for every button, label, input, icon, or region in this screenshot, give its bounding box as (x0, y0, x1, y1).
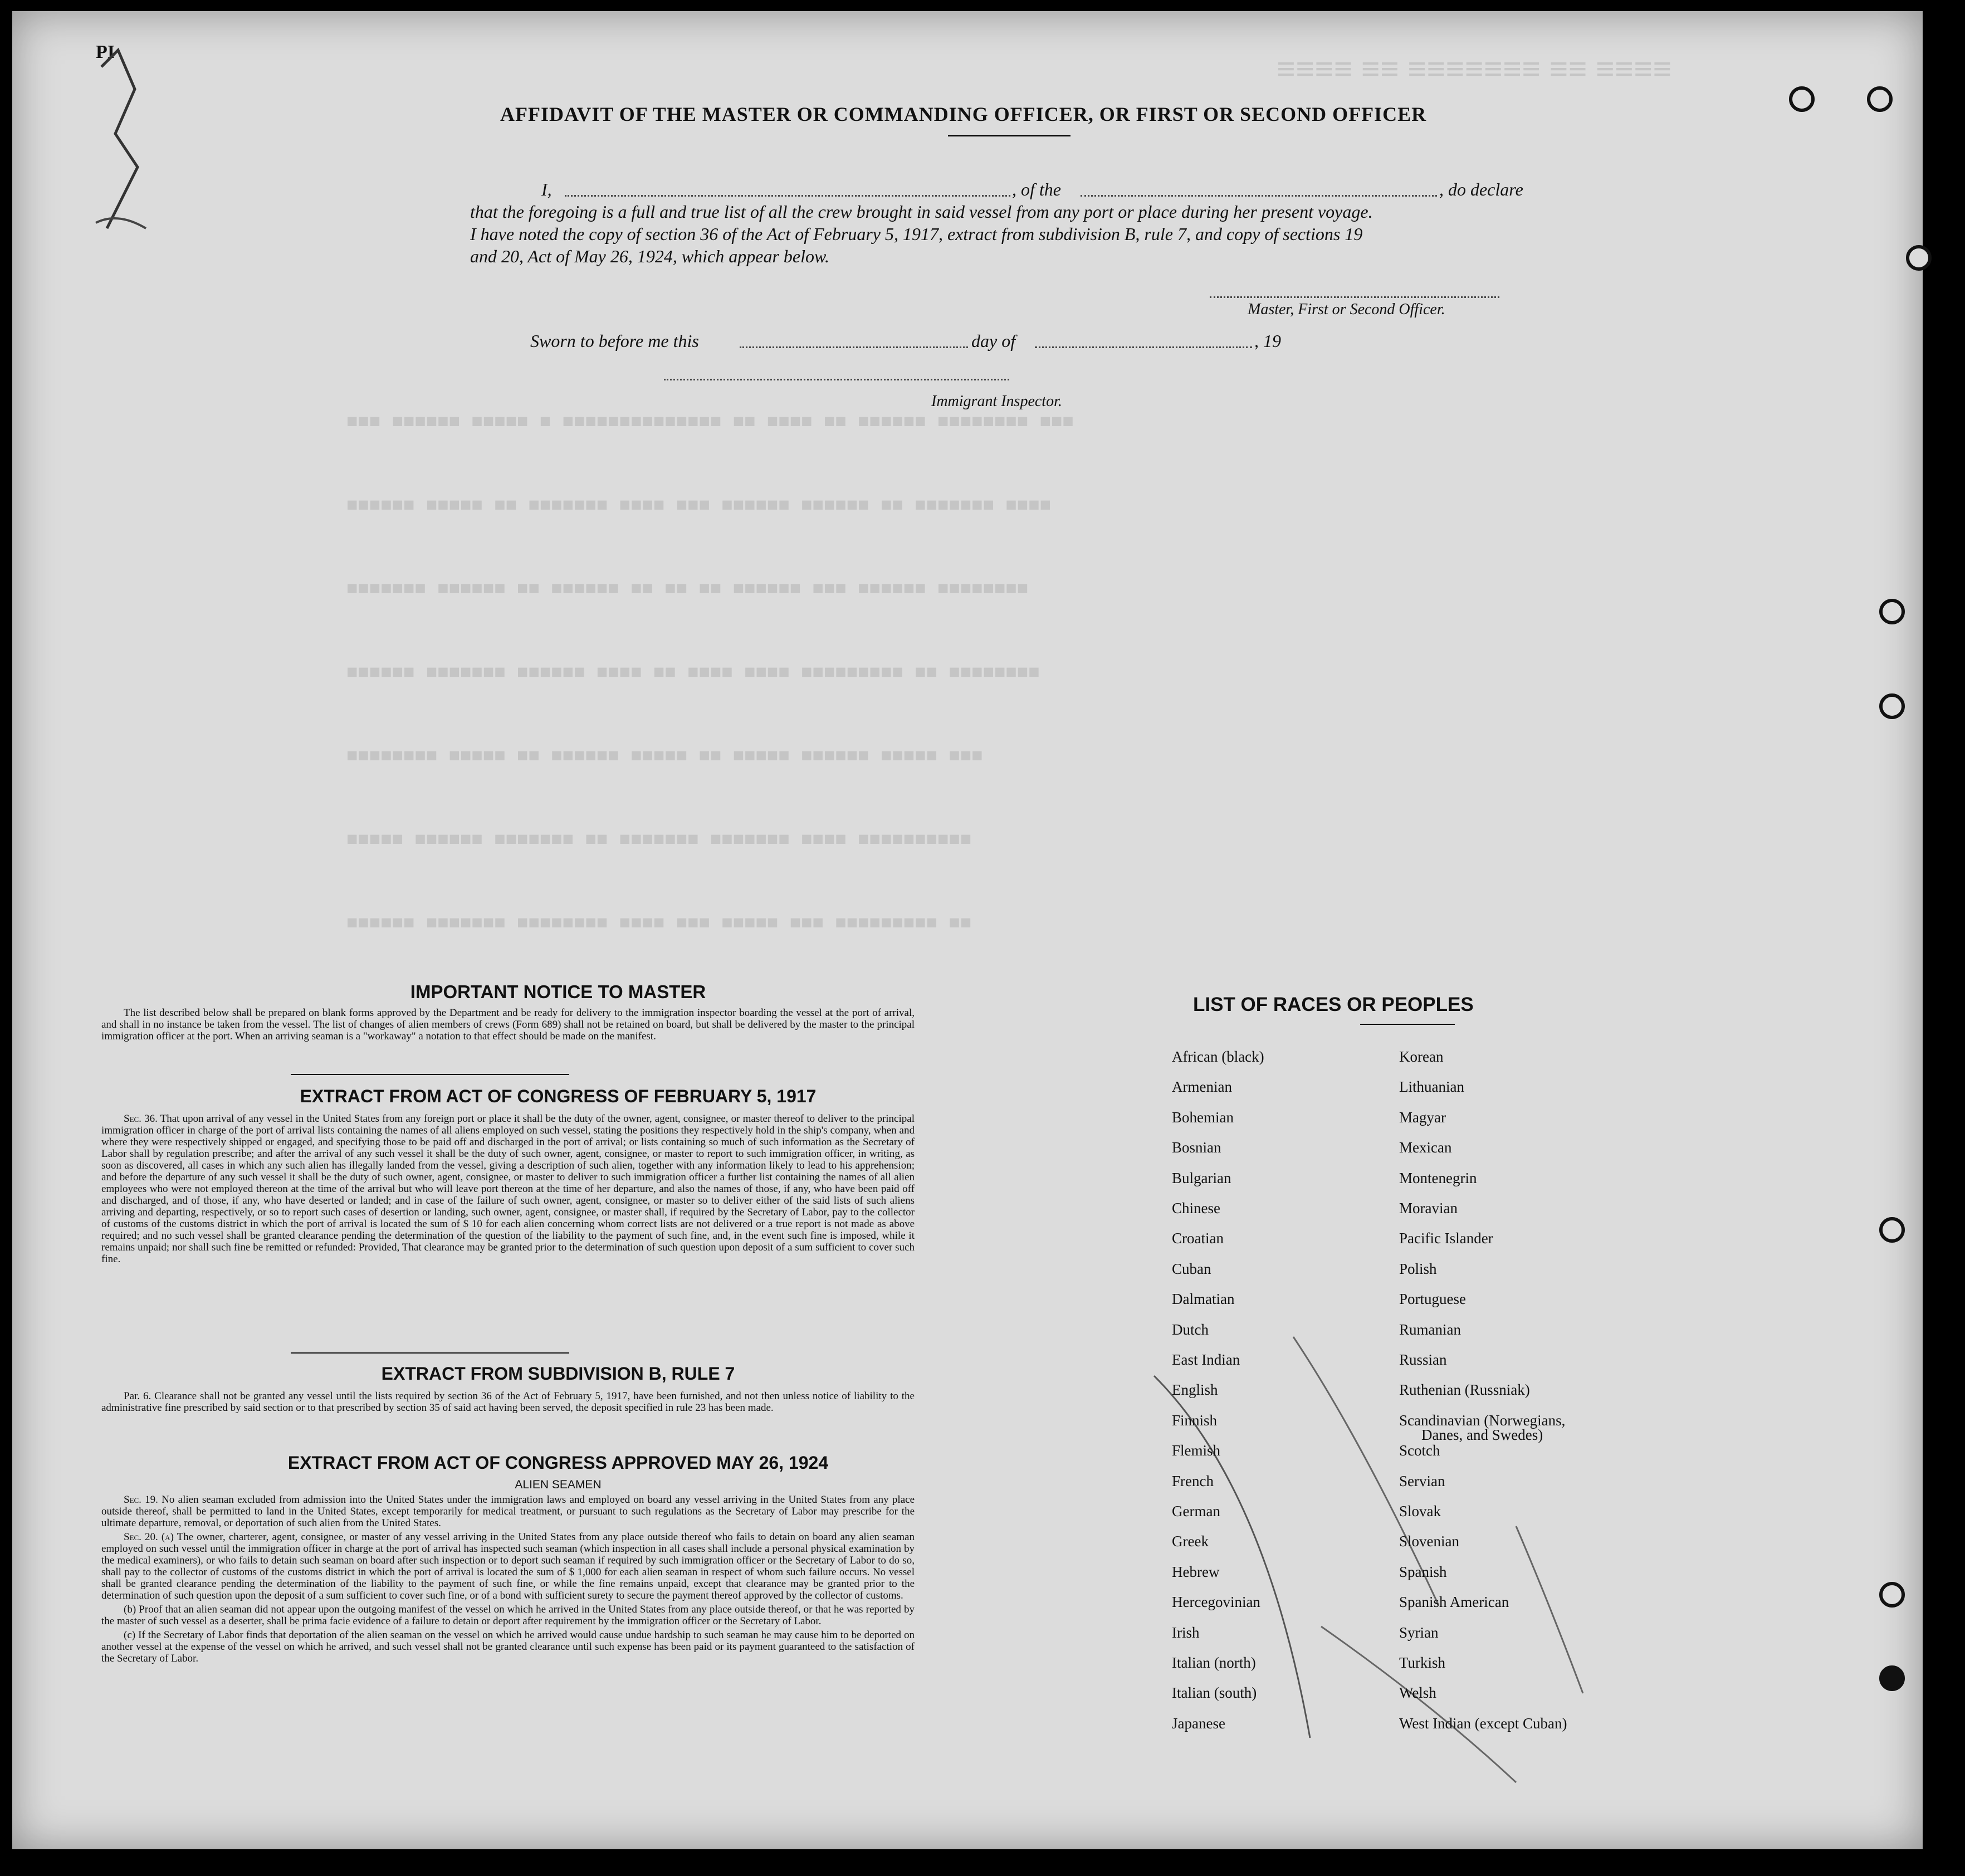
inspector-label: Immigrant Inspector. (931, 393, 1062, 410)
race-right-item: Spanish American (1399, 1594, 1509, 1610)
race-left-item: Hercegovinian (1172, 1594, 1260, 1610)
races-title: LIST OF RACES OR PEOPLES (1193, 994, 1474, 1015)
race-left-item: Greek (1172, 1533, 1209, 1550)
notice-title: IMPORTANT NOTICE TO MASTER (410, 981, 706, 1002)
race-right-item: Moravian (1399, 1200, 1458, 1217)
binder-hole (1879, 1217, 1905, 1243)
bleed-through-texture: ■■■■■■ ■■■■■■■ ■■■■■■ ■■■■ ■■ ■■■■ ■■■■ ■■■■■■■■■ ■■ ■■■■■■■■ (346, 663, 1040, 684)
sec36-text: That upon arrival of any vessel in the United States from any foreign port or place it shall be the duty of the owner, agent, consignee, or master thereof to deliver to the principal immigration officer in charge of the port of arrival lists containing the names of all aliens employed on such vessel, stating the positions they respectively hold in the ship's company, when and where they were respectively shipped or engaged, and specifying those to be paid off and discharged in the port of arrival; or lists containing so much of such information as the Secretary of Labor shall by regulation prescribe; and after the arrival of any such vessel it shall be the duty of such owner, agent, consignee, or master to report to such immigration officer, in writing, as soon as discovered, all cases in which any such alien has illegally landed from the vessel, giving a description of such alien, together with any information likely to lead to his apprehension; and before the departure of any such vessel it shall be the duty of such owner, agent, consignee, or master to deliver to such immigration officer a further list containing the names of all alien employees who were not employed thereon at the time of the arrival but who will leave port thereon at the time of her departure, and also the names of those, if any, who have been paid off and discharged, and of those, if any, who have deserted or landed; and in case of the failure of such owner, agent, consignee, or master so to deliver either of the said lists of such aliens arriving and departing, respectively, or so to report such cases of desertion or landing, such owner, agent, consignee, or master shall, if required by the Secretary of Labor, pay to the collector of customs of the customs district in which the port of arrival is located the sum of $ 10 for each alien concerning whom correct lists are not delivered or a true report is not made as above required; and no such vessel shall be granted clearance pending the determination of the question of the liability to the payment of such fine, and, in the event such fine is imposed, while it remains unpaid; nor shall such fine be remitted or refunded: Provided, That clearance may be granted prior to the determination of such question upon deposit of a sum sufficient to cover such fine. (101, 1113, 915, 1265)
master-signature-blank (1210, 296, 1499, 298)
sec19-text: No alien seaman excluded from admission into the United States under the immigration laws and employed on board any vessel arriving in the United States from any place outside thereof, shall be permitted to land in the United States, except temporarily for medical treatment, or pursuant to such regulations as the Secretary of Labor may prescribe for the ultimate departure, removal, or deportation of such alien from the United States. (101, 1494, 915, 1529)
sec19-paragraph (101, 1494, 915, 1529)
extract-1917-body (101, 1113, 915, 1265)
race-left-item: Italian (south) (1172, 1684, 1257, 1701)
bleed-through-texture: ■■■■■■■■ ■■■■■ ■■ ■■■■■■ ■■■■■ ■■ ■■■■■ ■■■■■■ ■■■■■ ■■■ (346, 746, 983, 768)
bleed-through-texture: ■■■■■■■ ■■■■■■ ■■ ■■■■■■ ■■ ■■ ■■ ■■■■■■ ■■■ ■■■■■■ ■■■■■■■■ (346, 579, 1029, 600)
sec19-label: Sec. 19. (124, 1494, 158, 1506)
sworn-day-label: day of (971, 331, 1016, 351)
alien-seamen-subtitle: ALIEN SEAMEN (515, 1478, 602, 1491)
sec36-label: Sec. 36. (124, 1113, 158, 1125)
race-right-item: Slovak (1399, 1503, 1441, 1520)
race-right-item: Magyar (1399, 1109, 1446, 1126)
corner-mark: PI (96, 42, 115, 62)
race-left-item: East Indian (1172, 1351, 1240, 1368)
race-right-item: Ruthenian (Russniak) (1399, 1381, 1530, 1398)
officer-name-blank (565, 195, 1010, 197)
master-label: Master, First or Second Officer. (1248, 301, 1445, 318)
affidavit-title: AFFIDAVIT OF THE MASTER OR COMMANDING OFFICER, OR FIRST OR SECOND OFFICER (500, 103, 1427, 125)
race-right-item: Russian (1399, 1351, 1447, 1368)
bleed-through-texture: ■■■■■■ ■■■■■■■ ■■■■■■■■ ■■■■ ■■■ ■■■■■ ■■■ ■■■■■■■■■ ■■ (346, 913, 972, 935)
race-right-item: Danes, and Swedes) (1421, 1426, 1543, 1443)
binder-hole (1789, 86, 1815, 112)
race-left-item: African (black) (1172, 1048, 1264, 1065)
race-right-item: Rumanian (1399, 1321, 1461, 1338)
bleed-through-texture: ■■■■■ ■■■■■■ ■■■■■■■ ■■ ■■■■■■■ ■■■■■■■ ■■■■ ■■■■■■■■■■ (346, 830, 972, 851)
bleed-through-texture: ≡≡≡≡ ≡≡ ≡≡≡≡≡≡≡ ≡≡ ≡≡≡≡ (1277, 51, 1672, 87)
sec20-label: Sec. 20. (a) (124, 1531, 174, 1543)
race-left-item: English (1172, 1381, 1218, 1398)
binder-hole (1879, 1582, 1905, 1608)
notice-body: The list described below shall be prepared on blank forms approved by the Department and be ready for delivery to the immigration inspector boarding the vessel at the port of arrival, and shall in no instance be taken from the vessel. The list of changes of alien members of crews (Form 689) shall not be retained on board, but shall be delivered by the master to the principal immigration officer at the port. When an arriving seaman is a "workaway" a notation to that effect should be made on the manifest. (101, 1007, 915, 1042)
race-left-item: Dalmatian (1172, 1291, 1235, 1307)
race-right-item: Lithuanian (1399, 1078, 1464, 1095)
document-page (12, 11, 1923, 1849)
title-rule (948, 135, 1071, 136)
race-left-item: Flemish (1172, 1442, 1221, 1459)
sec20a-text: The owner, charterer, agent, consignee, or master of any vessel arriving in the United States from any place outside thereof who fails to detain on board any alien seaman employed on such vessel until the immigration officer in charge at the port of arrival has inspected such seaman (which inspection in all cases shall include a personal physical examination by the medical examiners), or who fails to detain such seaman on board after such inspection or to deport such seaman if required by such immigration officer or the Secretary of Labor to do so, shall pay to the collector of customs of the customs district in which the port of arrival is located the sum of $ 1,000 for each alien seaman in respect of whom such failure occurs. No vessel shall be granted clearance pending the determination of the liability to the payment of such fine, or while the fine remains unpaid, except that clearance may be granted prior to the determination of such question upon the deposit of a sum sufficient to cover such fine, or of a bond with sufficient surety to secure the payment thereof approved by the collector of customs. (101, 1531, 915, 1601)
race-left-item: Dutch (1172, 1321, 1209, 1338)
races-rule (1360, 1024, 1455, 1025)
race-right-item: Mexican (1399, 1139, 1452, 1156)
bleed-through-texture: ■■■ ■■■■■■ ■■■■■ ■ ■■■■■■■■■■■■■■ ■■ ■■■■ ■■ ■■■■■■ ■■■■■■■■ ■■■ (346, 412, 1074, 433)
race-left-item: Bosnian (1172, 1139, 1221, 1156)
extract-rule7-title: EXTRACT FROM SUBDIVISION B, RULE 7 (381, 1364, 735, 1384)
affidavit-line1-start: I, (541, 179, 552, 199)
race-left-item: French (1172, 1473, 1214, 1489)
sworn-year-label: , 19 (1254, 331, 1281, 351)
affidavit-line1-end: , do declare (1439, 179, 1523, 199)
sec20a-paragraph (101, 1531, 915, 1601)
race-left-item: Italian (north) (1172, 1654, 1256, 1671)
extract-1924-title: EXTRACT FROM ACT OF CONGRESS APPROVED MAY 26, 1924 (287, 1453, 829, 1473)
race-right-item: Korean (1399, 1048, 1444, 1065)
race-left-item: Hebrew (1172, 1564, 1220, 1580)
extract-1924-body (101, 1494, 915, 1667)
race-right-item: Pacific Islander (1399, 1230, 1493, 1247)
race-right-item: Scotch (1399, 1442, 1440, 1459)
affidavit-line1-mid: , of the (1012, 179, 1061, 199)
sec20b-paragraph: (b) Proof that an alien seaman did not appear upon the outgoing manifest of the vessel on which he arrived in the United States from any place outside thereof, or that he was reported by the master of such vessel as a deserter, shall be prima facie evidence of a failure to detain or deport after requirement by the immigration officer or the Secretary of Labor. (101, 1604, 915, 1627)
extract-1917-title: EXTRACT FROM ACT OF CONGRESS OF FEBRUARY 5, 1917 (300, 1086, 817, 1106)
race-right-item: Servian (1399, 1473, 1445, 1489)
binder-hole (1879, 1665, 1905, 1691)
race-right-item: Polish (1399, 1261, 1437, 1277)
affidavit-line4: and 20, Act of May 26, 1924, which appear below. (470, 246, 829, 266)
race-left-item: Armenian (1172, 1078, 1232, 1095)
binder-hole (1879, 693, 1905, 719)
race-left-item: Bulgarian (1172, 1170, 1231, 1186)
race-right-item: Syrian (1399, 1624, 1439, 1641)
vessel-name-blank (1081, 195, 1437, 197)
race-right-item: Turkish (1399, 1654, 1446, 1671)
race-left-item: German (1172, 1503, 1220, 1520)
sec20c-paragraph: (c) If the Secretary of Labor finds that deportation of the alien seaman on the vessel on which he arrived would cause undue hardship to such seaman he may cause him to be deported on another vessel at the expense of the vessel on which he arrived, and such vessel shall not be granted clearance until such expense has been paid or its payment guaranteed to the satisfaction of the Secretary of Labor. (101, 1629, 915, 1664)
race-left-item: Croatian (1172, 1230, 1224, 1247)
race-right-item: West Indian (except Cuban) (1399, 1715, 1567, 1732)
binder-hole (1906, 245, 1932, 271)
race-right-item: Spanish (1399, 1564, 1447, 1580)
binder-hole (1879, 599, 1905, 624)
race-left-item: Bohemian (1172, 1109, 1234, 1126)
sworn-date-blank (740, 346, 968, 348)
race-right-item: Montenegrin (1399, 1170, 1477, 1186)
race-left-item: Japanese (1172, 1715, 1225, 1732)
race-left-item: Irish (1172, 1624, 1200, 1641)
section-rule (291, 1074, 569, 1075)
race-left-item: Chinese (1172, 1200, 1220, 1217)
bleed-through-texture: ■■■■■■ ■■■■■ ■■ ■■■■■■■ ■■■■ ■■■ ■■■■■■ ■■■■■■ ■■ ■■■■■■■ ■■■■ (346, 496, 1052, 517)
race-right-item: Slovenian (1399, 1533, 1459, 1550)
race-right-item: Welsh (1399, 1684, 1436, 1701)
race-right-item: Scandinavian (Norwegians, (1399, 1412, 1566, 1429)
race-left-item: Cuban (1172, 1261, 1211, 1277)
sworn-start: Sworn to before me this (530, 331, 699, 351)
binder-hole (1867, 86, 1893, 112)
affidavit-line3: I have noted the copy of section 36 of the Act of February 5, 1917, extract from subdivision B, rule 7, and copy of sections 19 (470, 224, 1363, 244)
race-right-item: Portuguese (1399, 1291, 1466, 1307)
race-left-item: Finnish (1172, 1412, 1218, 1429)
inspector-signature-blank (664, 379, 1009, 380)
affidavit-line2: that the foregoing is a full and true list of all the crew brought in said vessel from any port or place during her present voyage. (470, 202, 1373, 222)
sworn-month-blank (1035, 346, 1252, 348)
extract-rule7-body: Par. 6. Clearance shall not be granted any vessel until the lists required by section 36 of the Act of February 5, 1917, have been furnished, and not then unless notice of liability to the administrative fine prescribed by said section or to that prescribed by section 35 of said act having been served, the deposit specified in rule 23 has been made. (101, 1390, 915, 1414)
section-rule (291, 1352, 569, 1354)
corner-stamp-mark (85, 45, 163, 245)
